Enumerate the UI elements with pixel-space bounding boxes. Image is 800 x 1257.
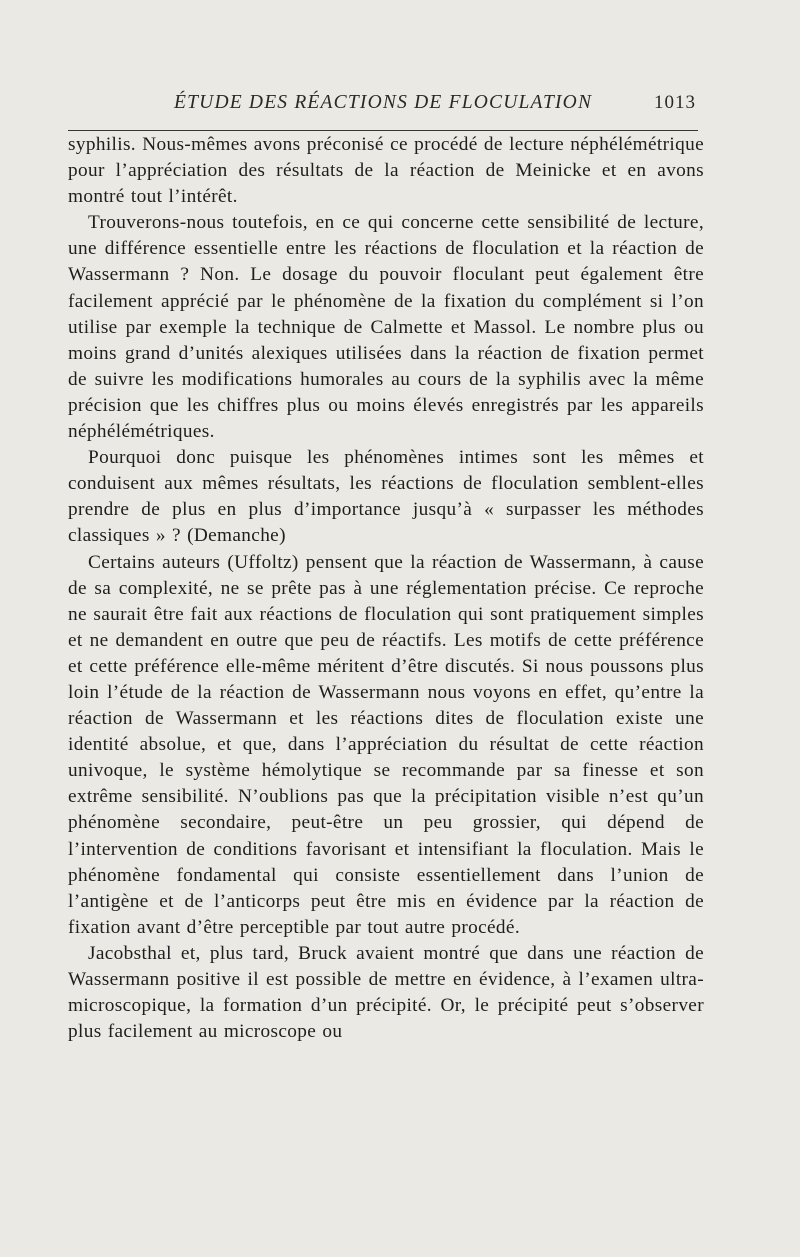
page-number: 1013 xyxy=(654,92,696,113)
paragraph-continuation: syphilis. Nous-mêmes avons préconisé ce procédé de lecture néphélémétrique pour l’appréciation des résultats de la réaction de Meinicke et en avons montré tout l’intérêt. xyxy=(68,134,704,208)
paragraph: Certains auteurs (Uffoltz) pensent que la réaction de Wassermann, à cause de sa complexité, ne se prête pas à une réglementation précise. Ce reproche ne saurait être fait aux réactions de floculation qui sont pratiquement simples et ne demandent en outre que peu de réactifs. Les motifs de cette préférence et cette préférence elle-même méritent d’être discutés. Si nous poussons plus loin l’étude de la réaction de Wassermann nous voyons en effet, qu’entre la réaction de Wassermann et les réactions dites de floculation existe une identité absolue, et que, dans l’appréciation du résultat de cette réaction univoque, le système hémolytique se recommande par sa finesse et son extrême sensibilité. N’oublions pas que la précipitation visible n’est qu’un phénomène secondaire, peut-être un peu grossier, qui dépend de l’intervention de conditions favorisant et intensifiant la floculation. Mais le phénomène fondamental qui consiste essentiellement dans l’union de l’antigène et de l’anticorps peut être mis en évidence par la réaction de fixation avant d’être perceptible par tout autre procédé. xyxy=(68,551,704,938)
header-rule xyxy=(68,130,698,131)
body-text xyxy=(68,132,704,1045)
running-title: ÉTUDE DES RÉACTIONS DE FLOCULATION xyxy=(174,92,593,113)
paragraph: Trouverons-nous toutefois, en ce qui concerne cette sensibilité de lecture, une différence essentielle entre les réactions de floculation et la réaction de Wassermann ? Non. Le dosage du pouvoir floculant peut également être facilement apprécié par le phénomène de la fixation du complément si l’on utilise par exemple la technique de Calmette et Massol. Le nombre plus ou moins grand d’unités alexiques utilisées dans la réaction de fixation permet de suivre les modifications humorales au cours de la syphilis avec la même précision que les chiffres plus ou moins élevés enregistrés par les appareils néphélémétriques. xyxy=(68,212,704,443)
paragraph: Jacobsthal et, plus tard, Bruck avaient montré que dans une réaction de Wassermann positive il est possible de mettre en évidence, à l’examen ultra-microscopique, la formation d’un précipité. Or, le précipité peut s’observer plus facilement au microscope ou xyxy=(68,942,704,1043)
running-header xyxy=(68,92,702,122)
paragraph: Pourquoi donc puisque les phénomènes intimes sont les mêmes et conduisent aux mêmes résultats, les réactions de floculation semblent-elles prendre de plus en plus d’importance jusqu’à « surpasser les méthodes classiques » ? (Demanche) xyxy=(68,447,704,547)
